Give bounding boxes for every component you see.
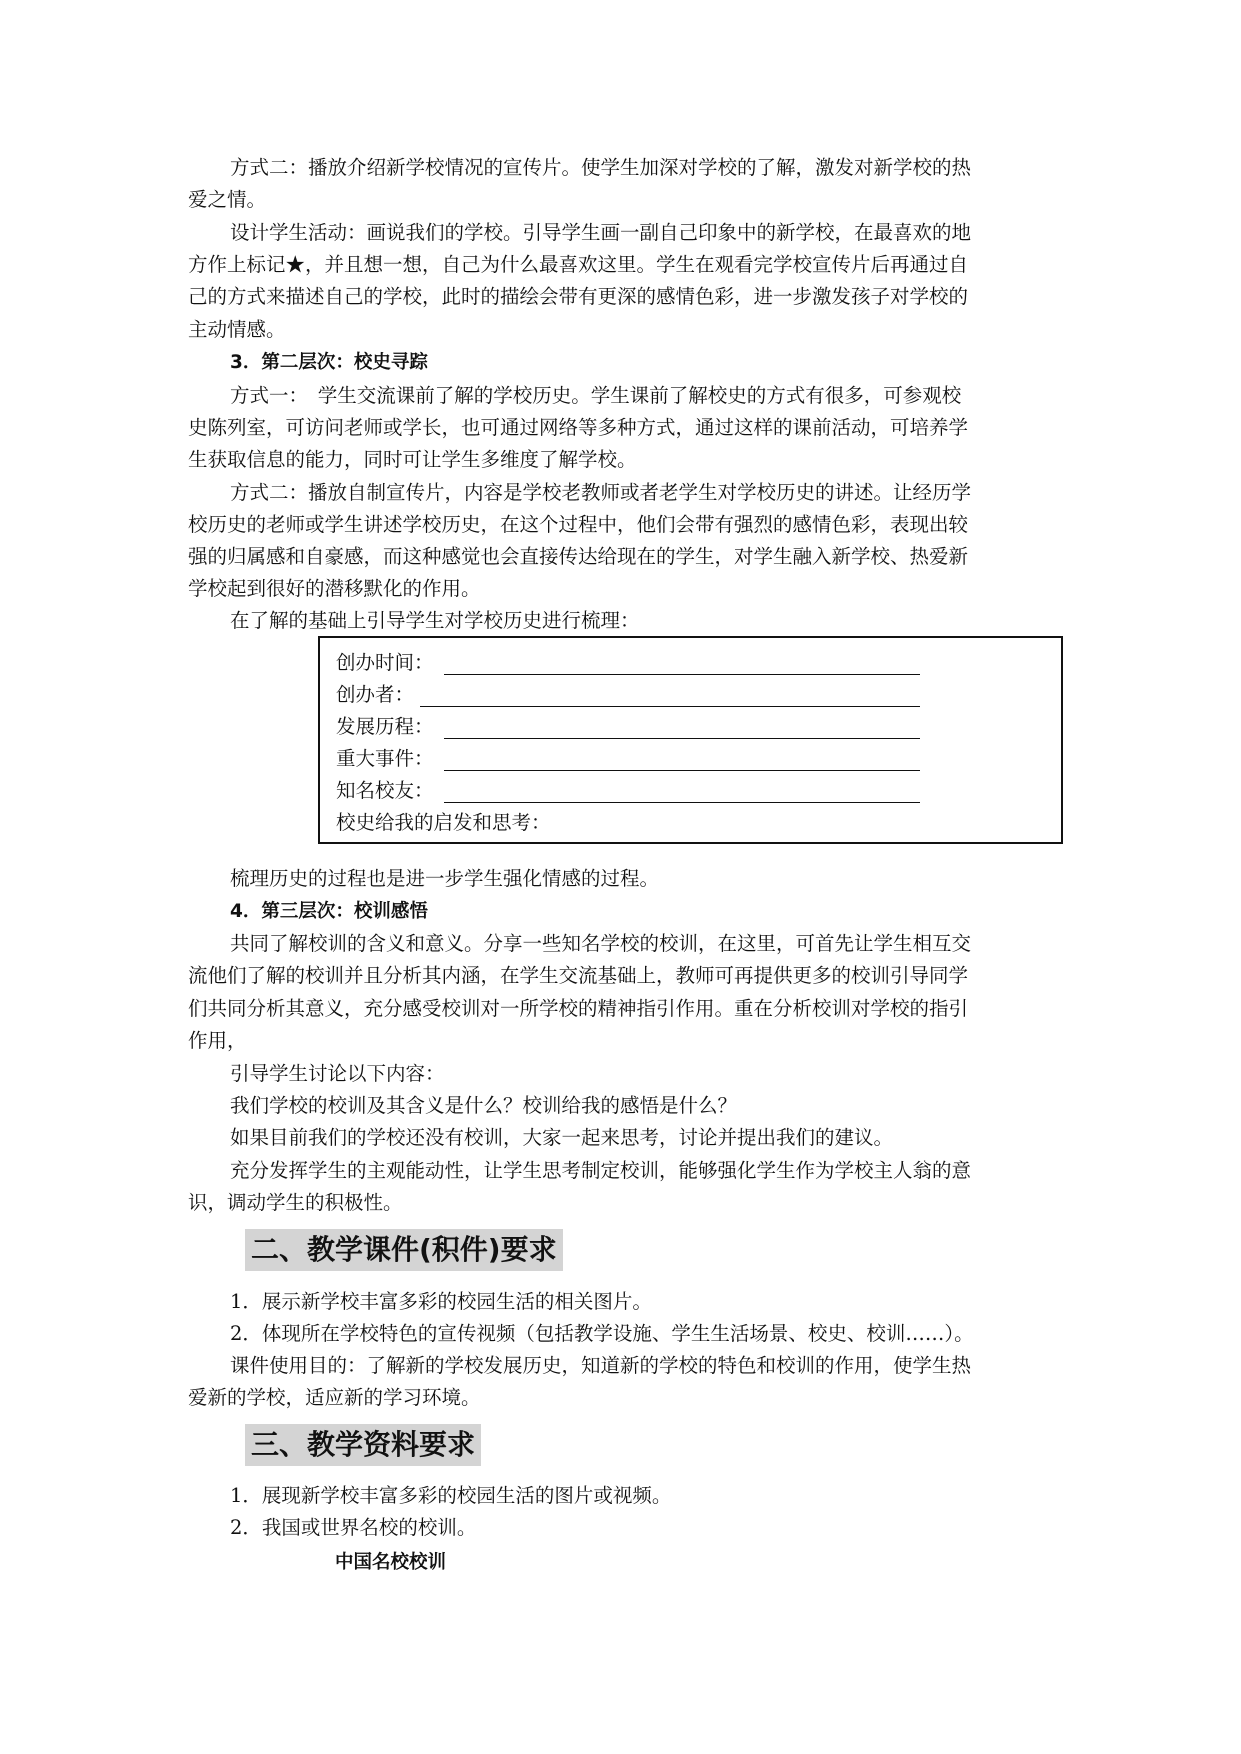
paragraph-line: 方式二：播放介绍新学校情况的宣传片。使学生加深对学校的了解，激发对新学校的热	[230, 156, 972, 179]
field-label-development: 发展历程：	[336, 715, 434, 738]
paragraph-line: 强的归属感和自豪感，而这种感觉也会直接传达给现在的学生，对学生融入新学校、热爱新	[188, 545, 969, 568]
section-heading: 二、教学课件(积件)要求	[245, 1229, 563, 1271]
paragraph-line: 爱之情。	[188, 188, 267, 211]
paragraph-line: 流他们了解的校训并且分析其内涵，在学生交流基础上，教师可再提供更多的校训引导同学	[188, 964, 969, 987]
paragraph-line: 己的方式来描述自己的学校，此时的描绘会带有更深的感情色彩，进一步激发孩子对学校的	[188, 285, 969, 308]
subsection-title: 4．第三层次：校训感悟	[230, 901, 428, 922]
section-heading: 三、教学资料要求	[245, 1424, 481, 1466]
field-label-founding-time: 创办时间：	[336, 651, 434, 674]
field-label-reflection: 校史给我的启发和思考：	[336, 811, 551, 834]
paragraph-line: 方式二：播放自制宣传片，内容是学校老教师或者老学生对学校历史的讲述。让经历学	[230, 481, 972, 504]
blank-line	[420, 706, 920, 707]
paragraph-line: 校历史的老师或学生讲述学校历史，在这个过程中，他们会带有强烈的感情色彩，表现出较	[188, 513, 969, 536]
blank-line	[444, 802, 920, 803]
paragraph-line: 爱新的学校，适应新的学习环境。	[188, 1386, 481, 1409]
list-item: 1．展现新学校丰富多彩的校园生活的图片或视频。	[230, 1484, 672, 1507]
paragraph-line: 共同了解校训的含义和意义。分享一些知名学校的校训，在这里，可首先让学生相互交	[230, 932, 972, 955]
field-label-founder: 创办者：	[336, 683, 415, 706]
paragraph-line: 学校起到很好的潜移默化的作用。	[188, 577, 481, 600]
paragraph-line: 方作上标记★，并且想一想，自己为什么最喜欢这里。学生在观看完学校宣传片后再通过自	[188, 253, 969, 276]
field-label-alumni: 知名校友：	[336, 779, 434, 802]
subtitle: 中国名校校训	[335, 1552, 447, 1573]
list-item: 2．我国或世界名校的校训。	[230, 1516, 477, 1539]
field-label-major-events: 重大事件：	[336, 747, 434, 770]
paragraph-line: 作用，	[188, 1029, 247, 1052]
paragraph-line: 识，调动学生的积极性。	[188, 1191, 403, 1214]
list-item: 2．体现所在学校特色的宣传视频（包括教学设施、学生生活场景、校史、校训……）。	[230, 1322, 974, 1345]
subsection-title: 3．第二层次：校史寻踪	[230, 352, 428, 373]
paragraph-line: 我们学校的校训及其含义是什么？校训给我的感悟是什么？	[230, 1094, 738, 1117]
paragraph-line: 方式一： 学生交流课前了解的学校历史。学生课前了解校史的方式有很多，可参观校	[230, 384, 962, 407]
paragraph-line: 设计学生活动：画说我们的学校。引导学生画一副自己印象中的新学校，在最喜欢的地	[230, 221, 972, 244]
paragraph-line: 课件使用目的：了解新的学校发展历史，知道新的学校的特色和校训的作用，使学生热	[230, 1354, 972, 1377]
paragraph-line: 在了解的基础上引导学生对学校历史进行梳理：	[230, 609, 640, 632]
blank-line	[444, 674, 920, 675]
paragraph-line: 生获取信息的能力，同时可让学生多维度了解学校。	[188, 448, 637, 471]
blank-line	[444, 738, 920, 739]
paragraph-line: 充分发挥学生的主观能动性，让学生思考制定校训，能够强化学生作为学校主人翁的意	[230, 1159, 972, 1182]
paragraph-line: 如果目前我们的学校还没有校训，大家一起来思考，讨论并提出我们的建议。	[230, 1126, 894, 1149]
paragraph-line: 们共同分析其意义，充分感受校训对一所学校的精神指引作用。重在分析校训对学校的指引	[188, 997, 969, 1020]
paragraph-line: 主动情感。	[188, 318, 286, 341]
paragraph-line: 引导学生讨论以下内容：	[230, 1062, 445, 1085]
paragraph-line: 史陈列室，可访问老师或学长，也可通过网络等多种方式，通过这样的课前活动，可培养学	[188, 416, 969, 439]
blank-line	[444, 770, 920, 771]
paragraph-line: 梳理历史的过程也是进一步学生强化情感的过程。	[230, 867, 660, 890]
list-item: 1．展示新学校丰富多彩的校园生活的相关图片。	[230, 1290, 652, 1313]
history-outline-box	[318, 636, 1063, 844]
